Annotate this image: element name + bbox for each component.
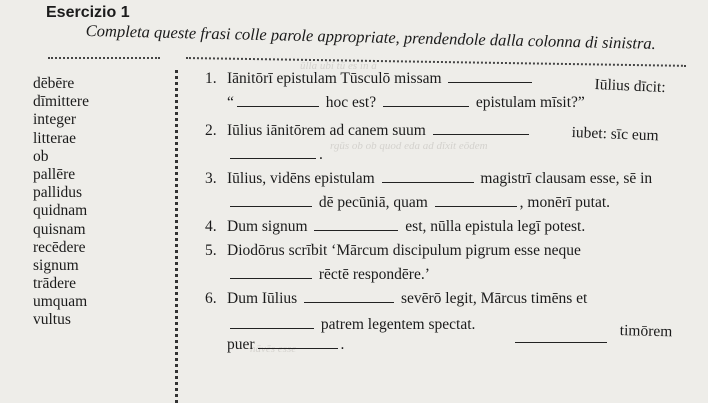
word-list-item: vultus [33, 311, 71, 329]
answer-blank[interactable] [230, 205, 312, 207]
sentence-text: epistulam mīsit?” [475, 94, 585, 111]
sentence-text: Iūlius, vidēns epistulam [227, 170, 375, 187]
word-list [33, 75, 89, 330]
sentence-text: Iūlius iānitōrem ad canem suum [227, 122, 426, 139]
exercise-title: Esercizio 1 [46, 4, 130, 21]
sentence-text: Diodōrus scrībit ‘Mārcum discipulum pigrum esse neque [227, 242, 581, 259]
sentence-text: rēctē respondēre.’ [318, 266, 430, 283]
sentence-number: 6. [205, 290, 217, 307]
word-list-item: pallidus [33, 184, 83, 202]
answer-blank[interactable] [314, 229, 398, 231]
sentence-text: patrem legentem spectat. [320, 316, 476, 333]
sentence-5 [205, 242, 581, 260]
word-list-item: integer [33, 111, 77, 129]
sentence-6-line-2-end [512, 330, 610, 348]
answer-blank[interactable] [433, 133, 529, 135]
sentence-number: 2. [205, 122, 217, 139]
sentence-number: 1. [205, 70, 217, 87]
sentence-text: Iānitōrī epistulam Tūsculō missam [227, 70, 442, 87]
period: . [319, 146, 323, 163]
sentence-1 [205, 70, 535, 88]
word-list-item: litterae [33, 129, 77, 147]
sentence-6 [205, 290, 587, 308]
answer-blank[interactable] [258, 347, 338, 349]
word-list-item: signum [33, 256, 79, 274]
sentence-text: Dum signum [227, 218, 308, 235]
answer-blank[interactable] [230, 157, 316, 159]
sentence-number: 5. [205, 242, 217, 259]
sentence-text: magistrī clausam esse, sē in [480, 170, 653, 187]
sentence-2 [205, 122, 532, 140]
sentence-2-end: iubet: sīc eum [571, 124, 659, 145]
sentence-1-line-2 [227, 94, 585, 112]
sentence-text: Dum Iūlius [227, 290, 298, 307]
answer-blank[interactable] [448, 81, 532, 83]
sentence-6-line-3 [227, 336, 344, 354]
word-list-item: quidnam [33, 202, 88, 220]
answer-blank[interactable] [230, 327, 314, 329]
sentence-number: 4. [205, 218, 217, 235]
sentence-6-line-2 [227, 316, 475, 334]
sentence-1-end: Iūlius dīcit: [594, 76, 666, 97]
answer-blank[interactable] [304, 301, 394, 303]
exercise-instruction: Completa queste frasi colle parole appropriate, prendendole dalla colonna di sinistra. [85, 21, 656, 53]
sentence-text: , monērī putat. [519, 194, 611, 211]
sentence-text: hoc est? [325, 94, 377, 111]
word-list-item: recēdere [33, 238, 86, 256]
answer-blank[interactable] [515, 341, 607, 343]
sentence-5-line-2 [227, 266, 430, 284]
word-list-item: dīmittere [33, 93, 89, 111]
dotted-rule-right [186, 57, 686, 67]
column-divider [175, 70, 178, 403]
sentence-text: sevērō legit, Mārcus timēns et [400, 290, 588, 307]
period: . [340, 336, 345, 353]
workbook-page: ūlla ubi tū es in ā rgūs ob ob quod eda ad dīxit eōdem nāvēs esse Esercizio 1 Completa queste frasi colle parole appropriate, prendendole dalla colonna di sinistra. dēbēre dīmittere integer litterae ob pallēre pallidus quidnam quisnam recēdere signum trādere umquam vultus 1. Iānitōrī epistulam Tūsculō missam Iūlius dīcit: “ hoc est? epistulam mīsit?” 2. Iūlius iānitōrem ad canem suum iubet: sīc eum . 3. Iūlius, vidēns epistulam magistrī clausam esse, sē in dē pecūniā, quam , monērī putat. 4. Dum signum est, nūlla epistula legī potest. 5. Diodōrus scrībit ‘Mārcum discipulum pigrum esse neque rēctē respondēre.’ 6. Dum Iūlius sevērō legit, Mārcus timēns et patrem legentem spectat. timōrem puer . [0, 0, 708, 403]
sentence-4 [205, 218, 585, 236]
word-list-item: quisnam [33, 220, 86, 238]
sentence-text: est, nūlla epistula legī potest. [405, 218, 586, 235]
sentence-text: dē pecūniā, quam [318, 194, 428, 211]
word-list-item: pallēre [33, 165, 76, 183]
answer-blank[interactable] [435, 205, 517, 207]
sentence-3 [205, 170, 652, 188]
answer-blank[interactable] [382, 181, 474, 183]
word-list-item: ob [33, 147, 49, 165]
word-list-item: umquam [33, 293, 88, 311]
answer-blank[interactable] [230, 277, 312, 279]
word-list-item: trādere [33, 275, 77, 293]
sentence-3-line-2 [227, 194, 610, 212]
answer-blank[interactable] [237, 105, 319, 107]
answer-blank[interactable] [383, 105, 469, 107]
word-list-item: dēbēre [33, 75, 75, 92]
open-quote: “ [227, 94, 234, 111]
sentence-number: 3. [205, 170, 217, 187]
sentence-6-timorem: timōrem [619, 322, 673, 341]
sentence-2-line-2 [227, 146, 323, 164]
sentence-text: puer [227, 336, 255, 353]
dotted-rule-left [48, 57, 160, 59]
